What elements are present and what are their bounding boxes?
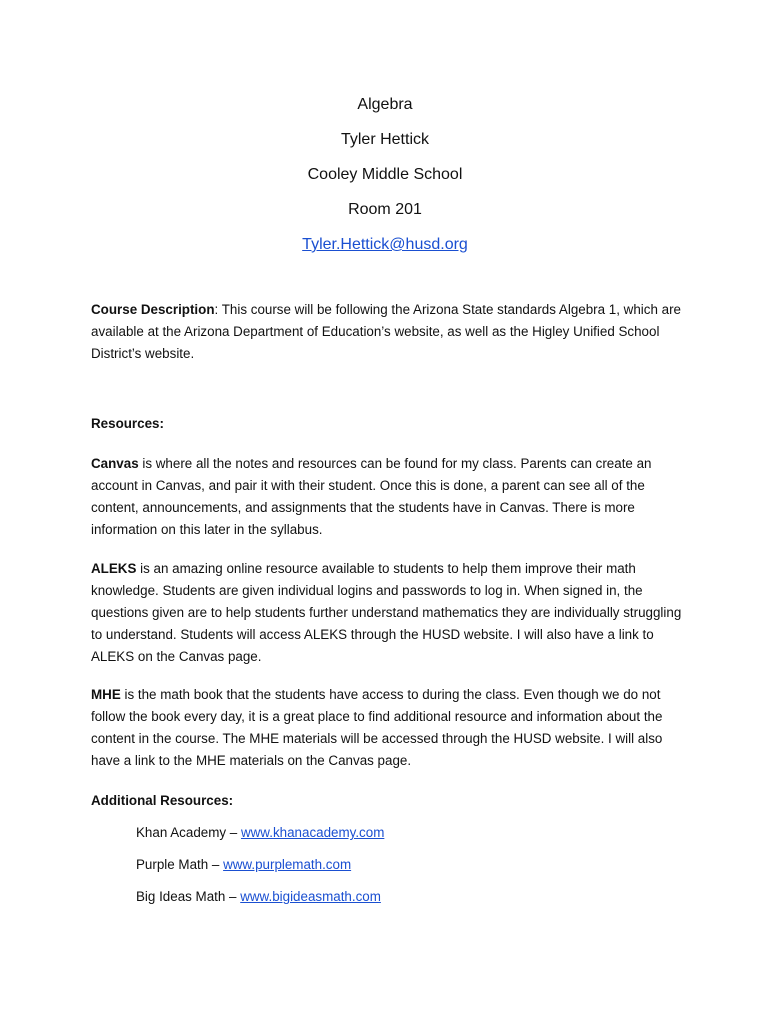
course-description-paragraph <box>91 299 691 365</box>
resources-heading: Resources: <box>91 416 164 431</box>
list-item <box>136 822 384 854</box>
canvas-label: Canvas <box>91 456 139 471</box>
course-title: Algebra <box>357 96 413 113</box>
aleks-label: ALEKS <box>91 561 137 576</box>
resource-name: Khan Academy – <box>136 825 241 840</box>
purple-math-link[interactable]: www.purplemath.com <box>223 857 352 872</box>
course-description-text: : This course will be following the Arizona State standards Algebra 1, which are available at the Arizona Department of Education’s website, as well as the Higley Unified School District’s website. <box>91 302 681 361</box>
list-item <box>136 854 384 886</box>
email-link[interactable]: Tyler.Hettick@husd.org <box>302 236 468 253</box>
course-description-label: Course Description <box>91 302 215 317</box>
email-line <box>0 234 770 269</box>
aleks-paragraph <box>91 558 691 668</box>
canvas-text: is where all the notes and resources can be found for my class. Parents can create an account in Canvas, and pair it with their student. Once this is done, a parent can see all of the content, announcements, and assignments that the students have in Canvas. There is more information on this later in the syllabus. <box>91 456 652 537</box>
canvas-paragraph <box>91 453 691 541</box>
mhe-paragraph <box>91 684 691 772</box>
big-ideas-math-link[interactable]: www.bigideasmath.com <box>240 889 381 904</box>
teacher-name: Tyler Hettick <box>340 131 429 148</box>
mhe-label: MHE <box>91 687 121 702</box>
school-name: Cooley Middle School <box>307 166 463 183</box>
aleks-text: is an amazing online resource available to students to help them improve their math knowledge. Students are given individual logins and passwords to log in. When signed in, the questions given are to help students further understand mathematics they are individually struggling to understand. Students will access ALEKS through the HUSD website. I will also have a link to ALEKS on the Canvas page. <box>91 561 682 664</box>
room-number: Room 201 <box>348 201 422 218</box>
khan-academy-link[interactable]: www.khanacademy.com <box>240 825 385 840</box>
syllabus-header <box>0 94 770 269</box>
additional-resources-heading: Additional Resources: <box>91 793 234 808</box>
list-item <box>136 886 384 918</box>
additional-resources-list <box>136 822 384 918</box>
resource-name: Purple Math – <box>136 857 224 872</box>
resource-name: Big Ideas Math – <box>136 889 241 904</box>
mhe-text: is the math book that the students have access to during the class. Even though we do not follow the book every day, it is a great place to find additional resource and information about the content in the course. The MHE materials will be accessed through the HUSD website. I will also have a link to the MHE materials on the Canvas page. <box>91 687 663 768</box>
